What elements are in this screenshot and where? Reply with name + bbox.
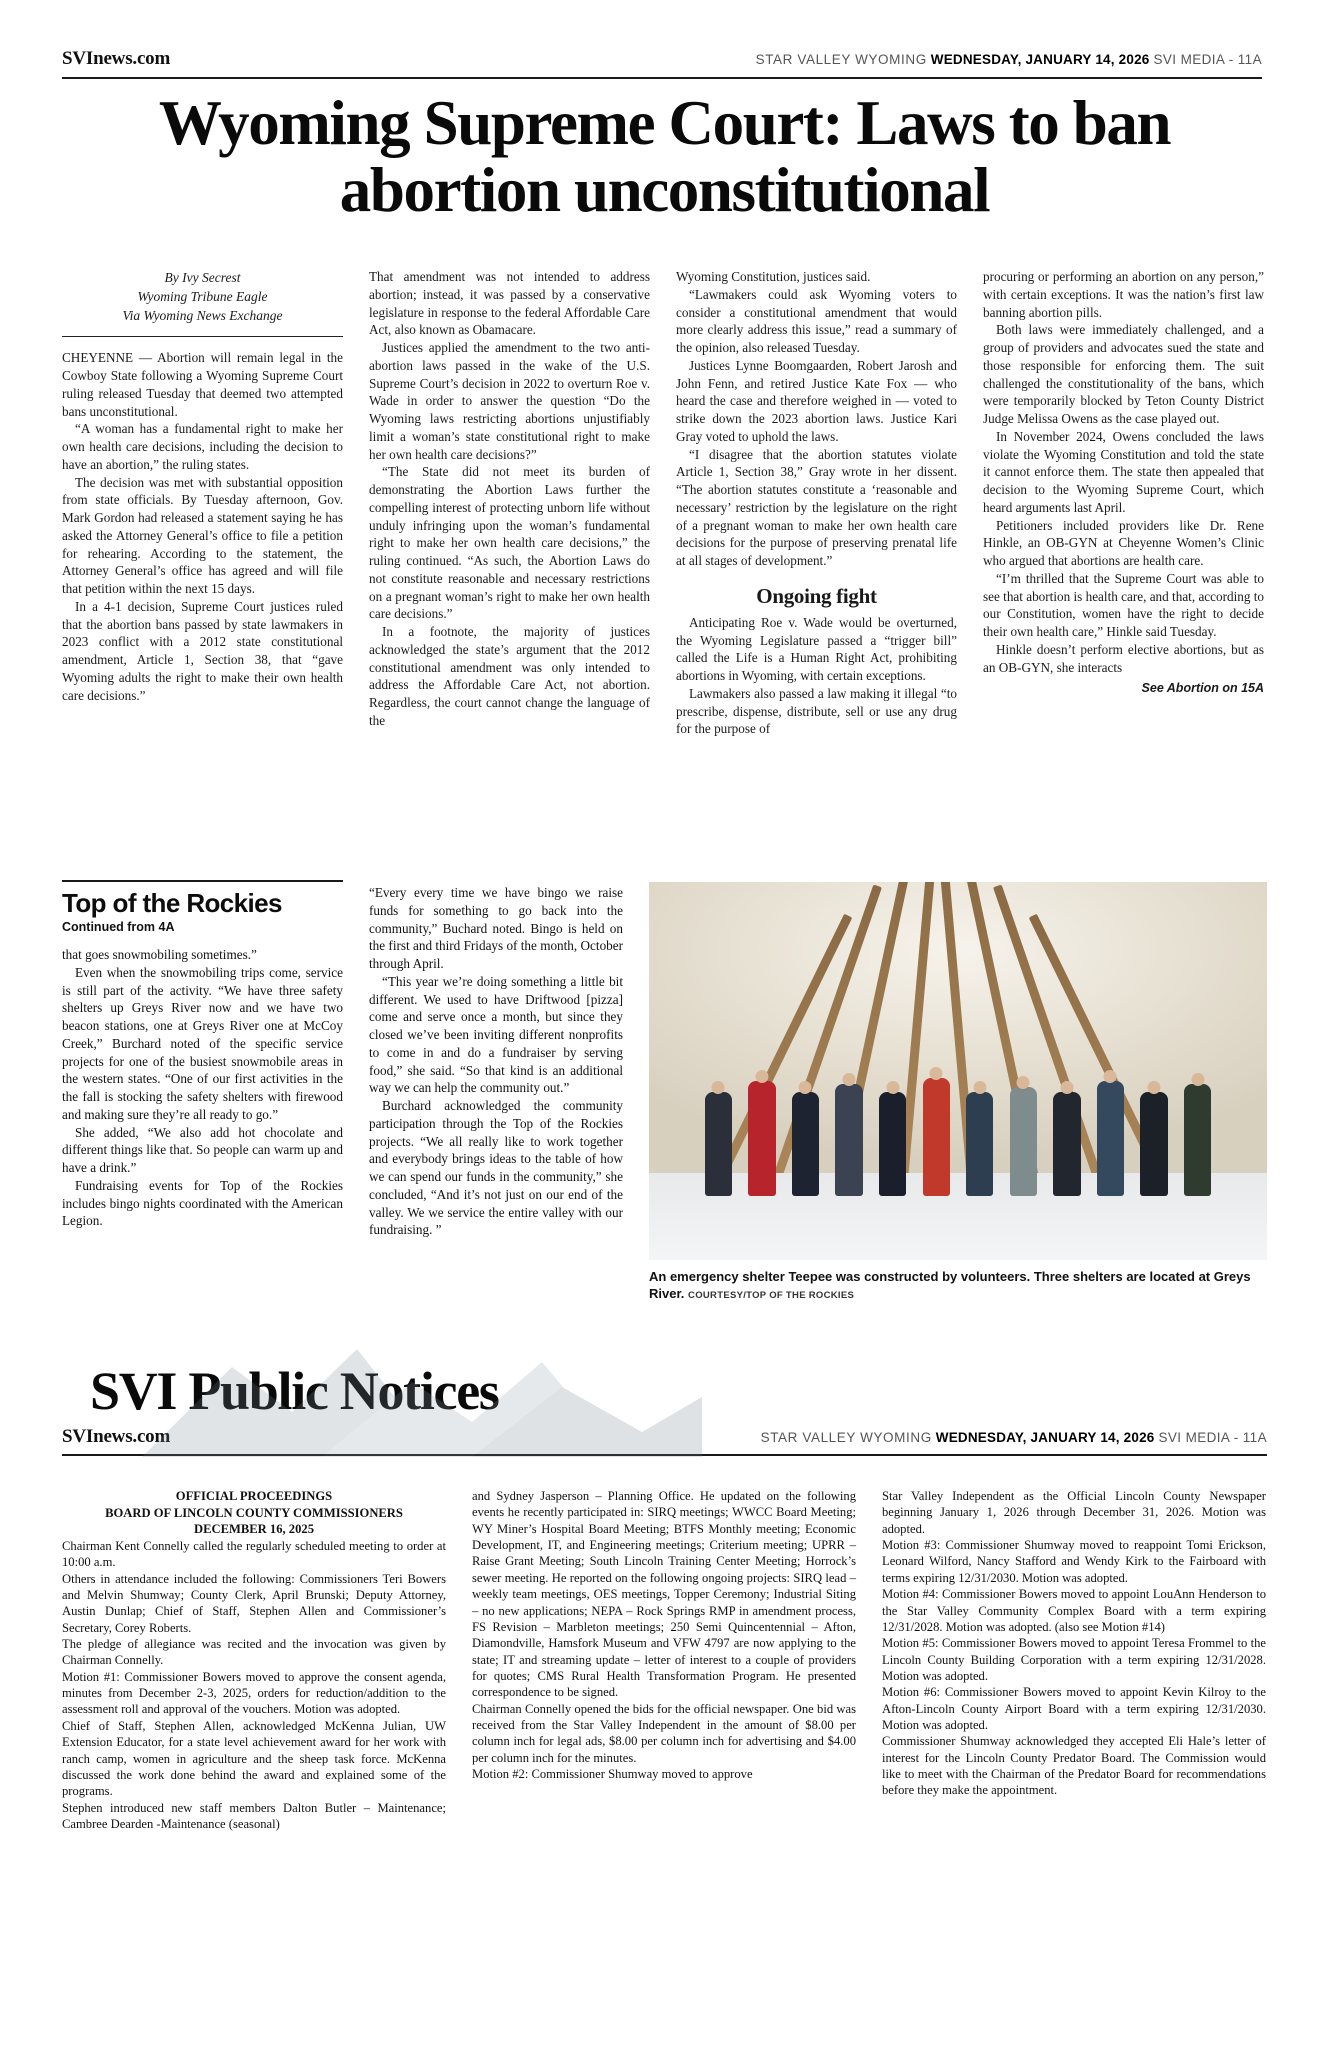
paragraph: “Lawmakers could ask Wyoming voters to consider a constitutional amendment that would more clearly address this issue,” read a summary of the opinion, also released Tuesday. bbox=[676, 286, 957, 355]
byline-author: By Ivy Secrest bbox=[164, 270, 241, 285]
paragraph: In a 4-1 decision, Supreme Court justices ruled that the abortion bans passed by state lawmakers in 2023 conflict with a 2012 state constitutional amendment, Article 1, Section 38, that “gave Wyoming adults the right to make their own health care decisions.” bbox=[62, 598, 343, 703]
paragraph: Fundraising events for Top of the Rockies includes bingo nights coordinated with the American Legion. bbox=[62, 1177, 343, 1229]
paragraph: Motion #1: Commissioner Bowers moved to approve the consent agenda, minutes from December 2-3, 2025, orders for reduction/addition to the assessment roll and approval of the vouchers. Motion was adopted. bbox=[62, 1669, 446, 1717]
paragraph: The pledge of allegiance was recited and the invocation was given by Chairman Connelly. bbox=[62, 1636, 446, 1668]
paragraph: Hinkle doesn’t perform elective abortions, but as an OB-GYN, she interacts bbox=[983, 641, 1264, 675]
paragraph: “This year we’re doing something a little bit different. We used to have Driftwood [pizza] come and serve once a month, but since they closed we’ve been inviting different nonprofits to come in and do a fundraiser by serving food,” she said. “So that kind is an additional way we can help the community out.” bbox=[369, 973, 623, 1096]
article-column-2 bbox=[369, 268, 650, 738]
person bbox=[1010, 1087, 1037, 1196]
public-notices-header bbox=[62, 1363, 1267, 1456]
paragraph: Wyoming Constitution, justices said. bbox=[676, 269, 871, 284]
masthead-paper: STAR VALLEY WYOMING bbox=[755, 52, 927, 67]
paragraph: That amendment was not intended to address abortion; instead, it was passed by a conservative legislature in response to the federal Affordable Care Act, also known as Obamacare. bbox=[369, 269, 650, 338]
paragraph: She added, “We also add hot chocolate and different things like that. So people can warm up and have a drink.” bbox=[62, 1124, 343, 1175]
paragraph: Justices Lynne Boomgaarden, Robert Jarosh and John Fenn, and retired Justice Kate Fox — who heard the case and therefore weighed in — voted to strike down the 2023 abortion laws. Justice Kari Gray voted to uphold the laws. bbox=[676, 357, 957, 444]
rockies-column-1 bbox=[62, 946, 343, 1230]
paragraph: and Sydney Jasperson – Planning Office. He updated on the following events he recently participated in: SIRQ meetings; WWCC Board Meeting; WY Miner’s Hospital Board Meeting; BTFS Monthly meeting; Economic Development, IT, and Engineering meetings; Criterium meeting; UPRR – Raise Grant Meeting; South Lincoln Training Center Meeting; Horrock’s sewer meeting. He reported on the following ongoing projects: SIRQ lead – weekly team meetings, OES meetings, Topper Ceremony; Industrial Siting – no new applications; NEPA – Rock Springs RMP in amendment process, FS Revision – Marbleton meetings; 250 Semi Quincentennial – Afton, Diamondville, Hamsfork Museum and VFW 4797 are now applying to the state; IT and streaming update – letter of interest to a couple of providers for quotes; CMS Rural Health Transformation Program. He presented correspondence to be signed. bbox=[472, 1489, 856, 1700]
article-column-1 bbox=[62, 268, 343, 738]
paragraph: CHEYENNE — Abortion will remain legal in the Cowboy State following a Wyoming Supreme Court ruling released Tuesday that deemed two attempted bans unconstitutional. bbox=[62, 350, 343, 419]
person bbox=[966, 1092, 993, 1195]
notices-site: SVInews.com bbox=[62, 1425, 171, 1447]
article-column-4 bbox=[983, 268, 1264, 738]
rockies-section bbox=[62, 880, 1267, 1303]
notices-date: WEDNESDAY, JANUARY 14, 2026 bbox=[935, 1429, 1155, 1445]
public-notices-bar bbox=[62, 1426, 1267, 1456]
person bbox=[1184, 1084, 1211, 1196]
section-subhead: Ongoing fight bbox=[756, 583, 877, 608]
paragraph: Burchard acknowledged the community participation through the Top of the Rockies projects. “We all really like to work together and everybody brings ideas to the table of how we can spend our funds in the community,” she concluded, “And it’s not just on our end of the valley. We we service the entire valley with our fundraising. ” bbox=[369, 1098, 623, 1238]
paragraph: Motion #6: Commissioner Bowers moved to appoint Kevin Kilroy to the Afton-Lincoln County Airport Board with a term expiring 12/31/2030. Motion was adopted. bbox=[882, 1685, 1266, 1733]
notices-column-3 bbox=[882, 1488, 1266, 1832]
notices-column-2 bbox=[472, 1488, 856, 1832]
rockies-column-2 bbox=[369, 882, 623, 1303]
paragraph: Commissioner Shumway acknowledged they accepted Eli Hale’s letter of interest for the Lincoln County Predator Board. The Commission would like to meet with the Chairman of the Predator Board for recommendations before they make the appointment. bbox=[882, 1734, 1266, 1798]
person bbox=[923, 1078, 950, 1196]
photo-block bbox=[649, 882, 1267, 1303]
person bbox=[835, 1084, 862, 1196]
caption-text: An emergency shelter Teepee was constructed by volunteers. Three shelters are located at Greys River. bbox=[649, 1269, 1251, 1302]
paragraph: “A woman has a fundamental right to make her own health care decisions, including the decision to have an abortion,” the ruling states. bbox=[62, 421, 343, 472]
paragraph: Chairman Connelly opened the bids for the official newspaper. One bid was received from the Star Valley Independent in the amount of $8.00 per column inch for legal ads, $8.00 per column inch for advertising and $4.00 per column inch for the minutes. bbox=[472, 1701, 856, 1765]
page-title: Wyoming Supreme Court: Laws to ban abortion unconstitutional bbox=[158, 88, 1171, 226]
byline-divider bbox=[62, 336, 343, 337]
photo-caption bbox=[649, 1268, 1267, 1303]
notices-edition: SVI MEDIA - 11A bbox=[1158, 1429, 1267, 1445]
paragraph: “I disagree that the abortion statutes violate Article 1, Section 38,” Gray wrote in her dissent. “The abortion statutes constitute a ‘reasonable and necessary’ restriction by the legislature on the right of a pregnant woman to make her own health care decisions for the purpose of preserving prenatal life at all stages of development.” bbox=[676, 446, 957, 568]
paragraph: “I’m thrilled that the Supreme Court was able to see that abortion is health care, and that, according to our Constitution, women have the right to decide their own health care,” Hinkle said Tuesday. bbox=[983, 570, 1264, 639]
paragraph: Even when the snowmobiling trips come, service is still part of the activity. “We have three safety shelters up Greys River now and we have two beacon stations, one at Greys River one at McCoy Creek,” Burchard noted of the specific service projects for one of the busiest snowmobile areas in the western states. “One of our first activities in the the fall is stocking the safety shelters with firewood and making sure they’re all ready to go.” bbox=[62, 964, 343, 1122]
paragraph: In a footnote, the majority of justices acknowledged the state’s argument that the 2012 constitutional amendment was only intended to address the Affordable Care Act, not abortion. Regardless, the court cannot change the language of the bbox=[369, 624, 650, 728]
paragraph: Star Valley Independent as the Official Lincoln County Newspaper beginning January 1, 2026 through December 31, 2026. Motion was adopted. bbox=[882, 1489, 1266, 1536]
paragraph: Anticipating Roe v. Wade would be overturned, the Wyoming Legislature passed a “trigger bill” called the Life is a Human Right Act, prohibiting abortions in Wyoming, with certain exceptions. bbox=[676, 614, 957, 684]
paragraph: Stephen introduced new staff members Dalton Butler – Maintenance; Cambree Dearden -Maintenance (seasonal) bbox=[62, 1800, 446, 1831]
paragraph: Motion #2: Commissioner Shumway moved to approve bbox=[472, 1767, 753, 1782]
jump-line: See Abortion on 15A bbox=[1141, 681, 1264, 696]
notices-heading-2: BOARD OF LINCOLN COUNTY COMMISSIONERS bbox=[105, 1505, 403, 1520]
paragraph: Others in attendance included the following: Commissioners Teri Bowers and Melvin Shumway; County Clerk, April Brunski; Deputy Attorney, Austin Dunlap; Chief of Staff, Stephen Allen and Commissioner’s Secretary, Corey Roberts. bbox=[62, 1571, 446, 1635]
notices-info bbox=[761, 1430, 1267, 1445]
paragraph: The decision was met with substantial opposition from state officials. By Tuesday afternoon, Gov. Mark Gordon had released a statement saying he has asked the Attorney General’s office to file a petition for rehearing. According to the statement, the Attorney General’s office has agreed and will file that petition within the next 15 days. bbox=[62, 474, 343, 597]
notices-column-1 bbox=[62, 1488, 446, 1832]
masthead-info bbox=[756, 52, 1262, 67]
volunteer-group bbox=[705, 1052, 1212, 1196]
masthead-edition: SVI MEDIA - 11A bbox=[1153, 52, 1262, 67]
byline-via: Via Wyoming News Exchange bbox=[122, 308, 283, 324]
caption-credit: COURTESY/TOP OF THE ROCKIES bbox=[688, 1290, 855, 1302]
person bbox=[792, 1092, 819, 1195]
paragraph: Chief of Staff, Stephen Allen, acknowledged McKenna Julian, UW Extension Educator, for a state level achievement award for her work with ranch camp, women in agriculture and the sheep task force. McKenna discussed the work done behind the award and explained some of the programs. bbox=[62, 1718, 446, 1799]
paragraph: Motion #4: Commissioner Bowers moved to appoint LouAnn Henderson to the Star Valley Community Complex Board with a term expiring 12/31/2028. Motion was adopted. (also see Motion #14) bbox=[882, 1587, 1266, 1634]
person bbox=[1053, 1092, 1080, 1195]
public-notices-body bbox=[62, 1488, 1267, 1832]
person bbox=[705, 1092, 732, 1195]
person bbox=[879, 1092, 906, 1195]
public-notices-title: SVI Public Notices bbox=[90, 1361, 499, 1421]
notices-paper: STAR VALLEY WYOMING bbox=[760, 1429, 932, 1445]
rockies-continued: Continued from 4A bbox=[62, 920, 175, 934]
byline bbox=[62, 268, 343, 325]
person bbox=[748, 1081, 775, 1196]
article-body bbox=[62, 268, 1267, 738]
paragraph: Lawmakers also passed a law making it illegal “to prescribe, dispense, distribute, sell or use any drug for the purpose of bbox=[676, 685, 957, 737]
paragraph: Petitioners included providers like Dr. Rene Hinkle, an OB-GYN at Cheyenne Women’s Clinic who argued that abortions are health care. bbox=[983, 517, 1264, 568]
paragraph: Both laws were immediately challenged, and a group of providers and advocates sued the state and those responsible for enforcing them. The suit challenged the constitutionality of the bans, which were temporarily blocked by Teton County District Judge Melissa Owens as the case played out. bbox=[983, 322, 1264, 426]
notices-heading-1: OFFICIAL PROCEEDINGS bbox=[175, 1489, 333, 1503]
masthead-site: SVInews.com bbox=[62, 48, 171, 69]
masthead bbox=[62, 48, 1262, 79]
rockies-title: Top of the Rockies bbox=[62, 888, 282, 918]
article-column-3 bbox=[676, 268, 957, 738]
byline-outlet: Wyoming Tribune Eagle bbox=[137, 289, 268, 305]
paragraph: procuring or performing an abortion on any person,” with certain exceptions. It was the nation’s first law banning abortion pills. bbox=[983, 269, 1264, 320]
paragraph: Chairman Kent Connelly called the regularly scheduled meeting to order at 10:00 a.m. bbox=[62, 1538, 446, 1570]
masthead-date: WEDNESDAY, JANUARY 14, 2026 bbox=[930, 52, 1150, 67]
paragraph: Motion #5: Commissioner Bowers moved to appoint Teresa Frommel to the Lincoln County Building Corporation with a term expiring 12/31/2028. Motion was adopted. bbox=[882, 1636, 1266, 1683]
notices-heading-3: DECEMBER 16, 2025 bbox=[194, 1522, 314, 1537]
paragraph: Justices applied the amendment to the two anti-abortion laws passed in the wake of the U.S. Supreme Court’s decision in 2022 to overturn Roe v. Wade in order to answer the question “Do the Wyoming laws restricting abortions unjustifiably limit a woman’s state constitutional right to make her own health care decisions?” bbox=[369, 340, 650, 462]
paragraph: that goes snowmobiling sometimes.” bbox=[62, 947, 257, 962]
paragraph: “The State did not meet its burden of demonstrating the Abortion Laws further the compelling interest of protecting unborn life without unduly infringing upon the woman’s fundamental right to make her own health care decisions,” the ruling continued. “As such, the Abortion Laws do not constitute reasonable and necessary restrictions on a pregnant woman’s right to make her own health care decisions.” bbox=[369, 464, 650, 622]
person bbox=[1140, 1092, 1167, 1195]
teepee-photo bbox=[649, 882, 1267, 1260]
paragraph: “Every every time we have bingo we raise funds for something to go back into the community,” Buchard noted. Bingo is held on the first and third Fridays of the month, October through April. bbox=[369, 885, 623, 971]
paragraph: Motion #3: Commissioner Shumway moved to reappoint Tomi Erickson, Leonard Wilford, Nancy Stafford and Wendy Kirk to the Fairboard with terms expiring 12/31/2030. Motion was adopted. bbox=[882, 1538, 1266, 1585]
person bbox=[1097, 1081, 1124, 1196]
paragraph: In November 2024, Owens concluded the laws violate the Wyoming Constitution and told the state it cannot enforce them. The state then appealed that decision to the Wyoming Supreme Court, which heard arguments last April. bbox=[983, 428, 1264, 515]
